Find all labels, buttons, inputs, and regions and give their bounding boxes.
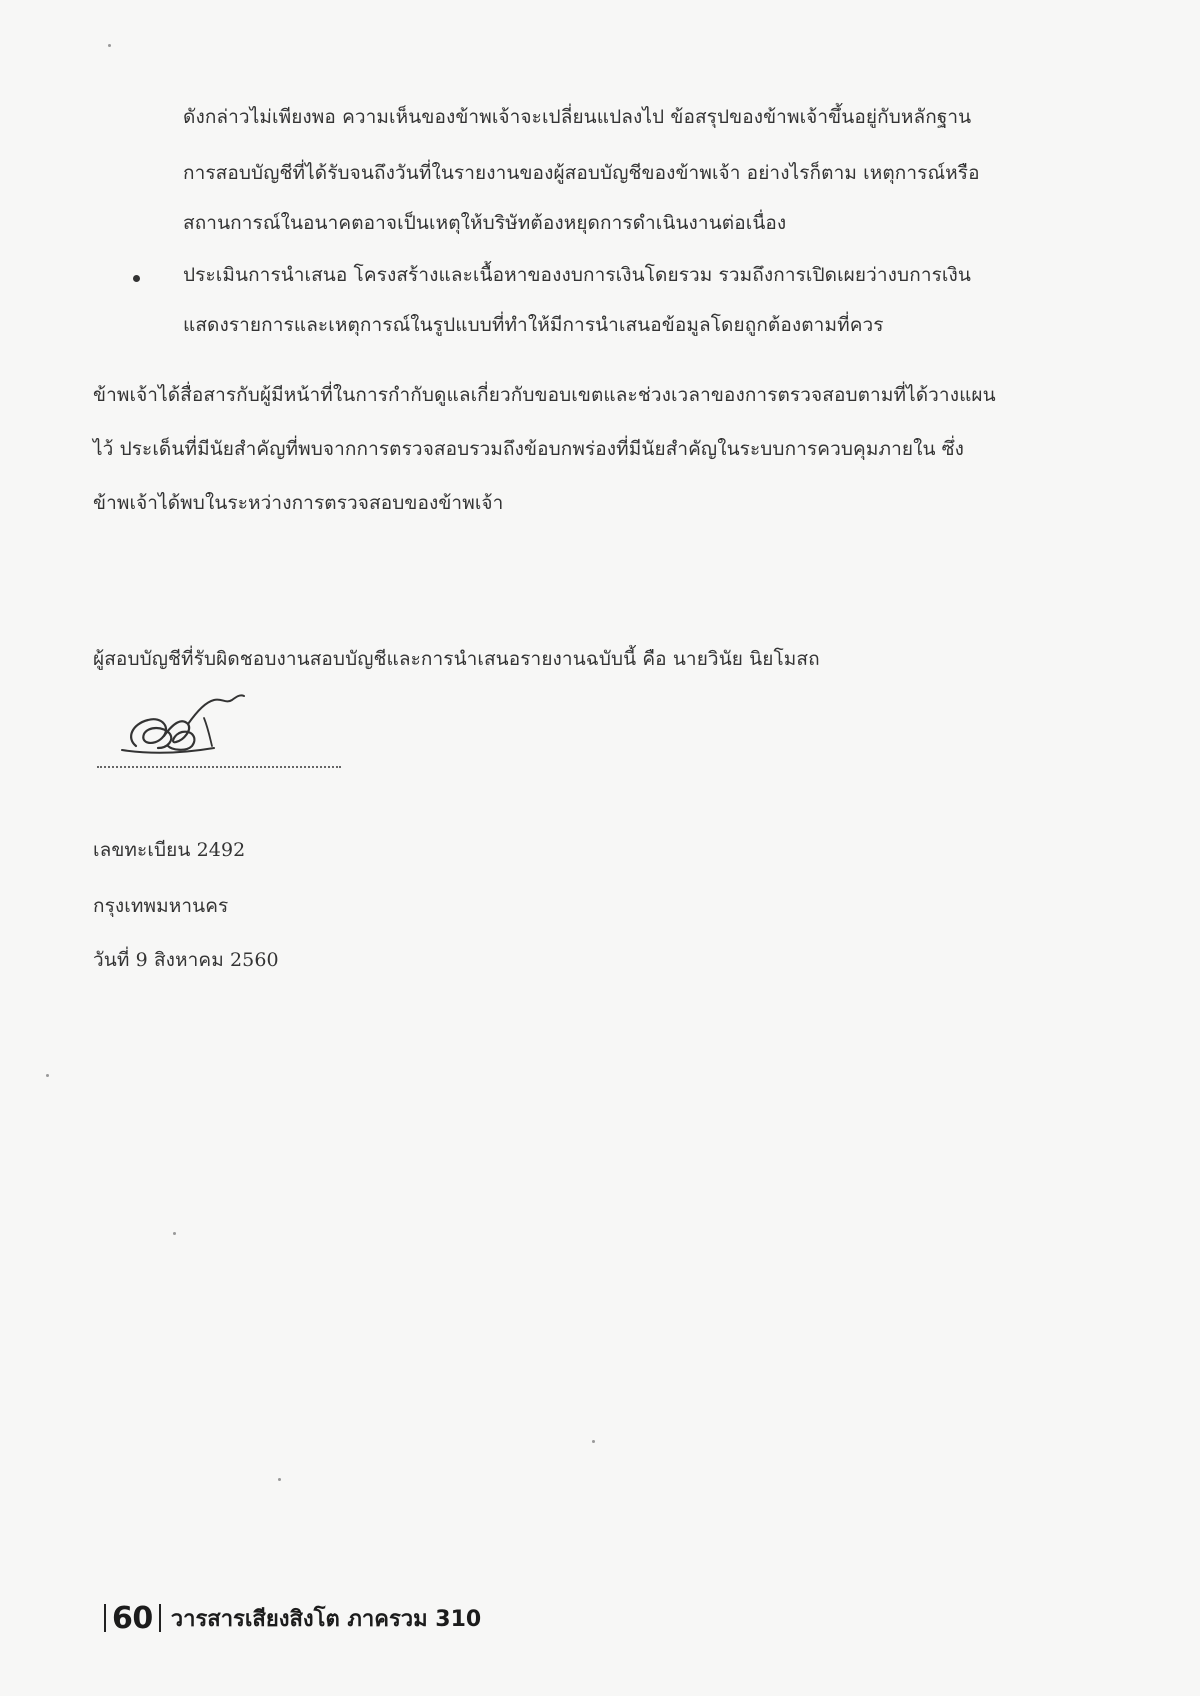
scan-speck [173,1232,176,1235]
scan-speck [46,1074,49,1077]
signature-dotted-line [97,766,341,768]
city-name: กรุงเทพมหานคร [93,895,229,917]
bullet-line: ประเมินการนำเสนอ โครงสร้างและเนื้อหาของงบการเงินโดยรวม รวมถึงการเปิดเผยว่างบการเงิน [183,264,971,286]
bullet-point-icon [133,275,140,282]
report-date: วันที่ 9 สิงหาคม 2560 [93,949,279,971]
scan-speck [592,1440,595,1443]
paragraph-line: ข้าพเจ้าได้พบในระหว่างการตรวจสอบของข้าพเจ้า [93,492,504,514]
page-footer [104,1598,481,1638]
journal-title: วารสารเสียงสิงโต ภาครวม 310 [170,1606,482,1632]
paragraph-line: สถานการณ์ในอนาคตอาจเป็นเหตุให้บริษัทต้องหยุดการดำเนินงานต่อเนื่อง [183,212,787,234]
handwritten-signature [118,688,258,760]
page-number: 60 [112,1600,153,1636]
footer-divider-left [104,1604,106,1632]
paragraph-line: ดังกล่าวไม่เพียงพอ ความเห็นของข้าพเจ้าจะเปลี่ยนแปลงไป ข้อสรุปของข้าพเจ้าขึ้นอยู่กับหลักฐาน [183,106,972,128]
scan-speck [278,1478,281,1481]
footer-divider-right [159,1604,161,1632]
paragraph-line: ไว้ ประเด็นที่มีนัยสำคัญที่พบจากการตรวจสอบรวมถึงข้อบกพร่องที่มีนัยสำคัญในระบบการควบคุมภายใน ซึ่ง [93,438,965,460]
responsible-auditor-statement: ผู้สอบบัญชีที่รับผิดชอบงานสอบบัญชีและการนำเสนอรายงานฉบับนี้ คือ นายวินัย นิยโมสถ [93,648,820,670]
paragraph-line: ข้าพเจ้าได้สื่อสารกับผู้มีหน้าที่ในการกำกับดูแลเกี่ยวกับขอบเขตและช่วงเวลาของการตรวจสอบตามที่ได้วางแผน [93,384,996,406]
scan-speck [108,44,111,47]
bullet-line: แสดงรายการและเหตุการณ์ในรูปแบบที่ทำให้มีการนำเสนอข้อมูลโดยถูกต้องตามที่ควร [183,314,884,336]
registration-number: เลขทะเบียน 2492 [93,839,246,861]
paragraph-line: การสอบบัญชีที่ได้รับจนถึงวันที่ในรายงานของผู้สอบบัญชีของข้าพเจ้า อย่างไรก็ตาม เหตุการณ์หรือ [183,162,980,184]
